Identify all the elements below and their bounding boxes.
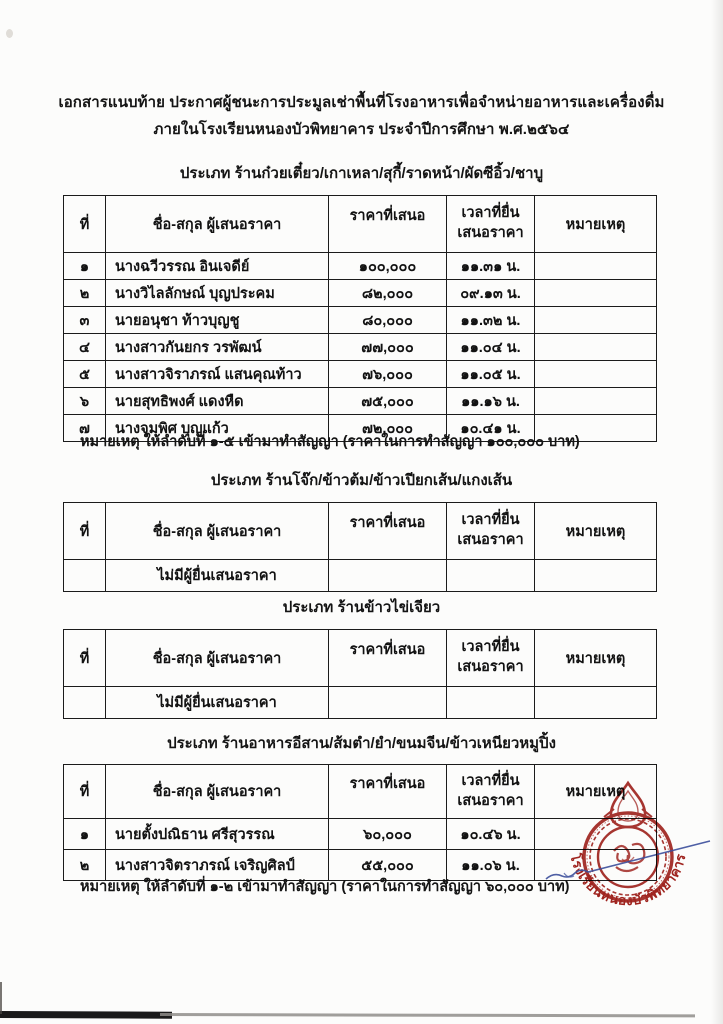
- row-number-cell: ๒: [64, 280, 106, 307]
- table-header-row: [64, 503, 657, 560]
- table-row: [64, 560, 657, 592]
- note-cell: [535, 687, 657, 719]
- document-title-line2: ภายในโรงเรียนหนองบัวพิทยาคาร ประจำปีการศึกษา พ.ศ.๒๕๖๔: [153, 121, 570, 138]
- scan-edge-artifact: [0, 1011, 172, 1019]
- price-cell: ๗๕,๐๐๐: [329, 388, 447, 415]
- table-row: [64, 280, 657, 307]
- price-cell: [329, 560, 447, 592]
- time-cell: ๑๑.๓๑ น.: [447, 253, 535, 280]
- bidder-name-cell: นางฉวีวรรณ อินเจดีย์: [106, 253, 329, 280]
- table-row: [64, 307, 657, 334]
- document-title-line1: เอกสารแนบท้าย ประกาศผู้ชนะการประมูลเช่าพื้นที่โรงอาหารเพื่อจำหน่ายอาหารและเครื่องดื่ม: [58, 94, 665, 111]
- bidder-name-cell: นางสาวกันยกร วรพัฒน์: [106, 334, 329, 361]
- bidder-name-cell: นางจุมพิศ บุญแก้ว: [106, 415, 329, 442]
- header-time: [447, 196, 535, 253]
- bidder-name-cell: นายสุทธิพงศ์ แดงหืด: [106, 388, 329, 415]
- header-name: ชื่อ-สกุล ผู้เสนอราคา: [106, 630, 329, 687]
- bidder-name-cell: นางวิไลลักษณ์ บุญประคม: [106, 280, 329, 307]
- time-cell: [447, 687, 535, 719]
- header-name: ชื่อ-สกุล ผู้เสนอราคา: [106, 765, 329, 819]
- price-cell: ๖๐,๐๐๐: [329, 819, 447, 850]
- header-time-line1: เวลาที่ยื่น: [461, 205, 520, 222]
- table-row: [64, 361, 657, 388]
- bidder-name-cell: นางสาวจิตราภรณ์ เจริญศิลป์: [106, 850, 329, 881]
- header-time: [447, 630, 535, 687]
- table-header-row: [64, 630, 657, 687]
- header-name: ชื่อ-สกุล ผู้เสนอราคา: [106, 503, 329, 560]
- time-cell: ๑๐.๔๖ น.: [447, 819, 535, 850]
- bidder-name-cell: นายตั้งปณิธาน ศรีสุวรรณ: [106, 819, 329, 850]
- time-cell: ๐๙.๑๓ น.: [447, 280, 535, 307]
- note-cell: [535, 253, 657, 280]
- no-bidder-cell: ไม่มีผู้ยื่นเสนอราคา: [106, 560, 329, 592]
- time-cell: ๑๑.๓๒ น.: [447, 307, 535, 334]
- header-time-line1: เวลาที่ยื่น: [461, 772, 520, 789]
- row-number-cell: ๗: [64, 415, 106, 442]
- header-name: ชื่อ-สกุล ผู้เสนอราคา: [106, 196, 329, 253]
- row-number-cell: [64, 560, 106, 592]
- scan-edge-artifact: [0, 982, 2, 1014]
- table-row: [64, 334, 657, 361]
- price-cell: ๘๒,๐๐๐: [329, 280, 447, 307]
- header-note: หมายเหตุ: [535, 765, 657, 819]
- bid-table-congee: [63, 502, 657, 592]
- table-row: [64, 253, 657, 280]
- time-cell: ๑๑.๐๔ น.: [447, 334, 535, 361]
- section-title-isaan: ประเภท ร้านอาหารอีสาน/ส้มตำ/ยำ/ขนมจีน/ข้าวเหนียวหมูปิ้ง: [167, 735, 556, 752]
- note-cell: [535, 388, 657, 415]
- row-number-cell: ๓: [64, 307, 106, 334]
- note-cell: [535, 280, 657, 307]
- section-title-congee: ประเภท ร้านโจ๊ก/ข้าวต้ม/ข้าวเปียกเส้น/แกงเส้น: [210, 472, 513, 489]
- header-no: ที่: [64, 196, 106, 253]
- header-price: ราคาที่เสนอ: [329, 503, 447, 560]
- header-time-line1: เวลาที่ยื่น: [461, 512, 520, 529]
- header-time: [447, 765, 535, 819]
- header-time-line1: เวลาที่ยื่น: [461, 639, 520, 656]
- bidder-name-cell: นางสาวจิราภรณ์ แสนคุณท้าว: [106, 361, 329, 388]
- header-no: ที่: [64, 765, 106, 819]
- note-cell: [535, 307, 657, 334]
- note-cell: [535, 361, 657, 388]
- scan-edge-artifact: [711, 0, 723, 1024]
- header-note: หมายเหตุ: [535, 630, 657, 687]
- price-cell: [329, 687, 447, 719]
- note-cell: [535, 819, 657, 850]
- time-cell: ๑๐.๔๑ น.: [447, 415, 535, 442]
- row-number-cell: ๑: [64, 819, 106, 850]
- price-cell: ๕๕,๐๐๐: [329, 850, 447, 881]
- note-cell: [535, 334, 657, 361]
- row-number-cell: ๑: [64, 253, 106, 280]
- time-cell: ๑๑.๐๖ น.: [447, 850, 535, 881]
- price-cell: ๗๒,๐๐๐: [329, 415, 447, 442]
- time-cell: ๑๑.๐๕ น.: [447, 361, 535, 388]
- header-no: ที่: [64, 503, 106, 560]
- price-cell: ๑๐๐,๐๐๐: [329, 253, 447, 280]
- price-cell: ๗๗,๐๐๐: [329, 334, 447, 361]
- table-row: [64, 388, 657, 415]
- table-row: [64, 687, 657, 719]
- section-footnote: หมายเหตุ ให้ลำดับที่ ๑-๒ เข้ามาทำสัญญา (ราคาในการทำสัญญา ๖๐,๐๐๐ บาท): [80, 879, 570, 895]
- scan-edge-artifact: [160, 1013, 695, 1017]
- seal-school-name: โรงเรียนหนองบัวพิทยาคาร: [567, 852, 689, 909]
- row-number-cell: ๕: [64, 361, 106, 388]
- header-price: ราคาที่เสนอ: [329, 630, 447, 687]
- row-number-cell: [64, 687, 106, 719]
- time-cell: [447, 560, 535, 592]
- bid-table-noodles: [63, 195, 657, 442]
- header-no: ที่: [64, 630, 106, 687]
- header-time-line2: เสนอราคา: [457, 659, 524, 675]
- header-time-line2: เสนอราคา: [457, 532, 524, 548]
- header-note: หมายเหตุ: [535, 503, 657, 560]
- scan-speck-artifact: [6, 29, 13, 38]
- price-cell: ๗๖,๐๐๐: [329, 361, 447, 388]
- section-title-noodles: ประเภท ร้านก๋วยเตี๋ยว/เกาเหลา/สุกี้/ราดหน้า/ผัดซีอิ้ว/ชาบู: [179, 165, 544, 182]
- header-price: ราคาที่เสนอ: [329, 765, 447, 819]
- header-time-line2: เสนอราคา: [457, 225, 524, 241]
- section-title-omelette: ประเภท ร้านข้าวไข่เจียว: [282, 599, 441, 616]
- bid-table-isaan: [63, 764, 657, 881]
- section-footnote: หมายเหตุ ให้ลำดับที่ ๑-๕ เข้ามาทำสัญญา (ราคาในการทำสัญญา ๑๐๐,๐๐๐ บาท): [80, 434, 580, 450]
- bid-table-omelette: [63, 629, 657, 719]
- header-time-line2: เสนอราคา: [457, 792, 524, 809]
- header-note: หมายเหตุ: [535, 196, 657, 253]
- table-row: [64, 819, 657, 850]
- row-number-cell: ๔: [64, 334, 106, 361]
- price-cell: ๘๐,๐๐๐: [329, 307, 447, 334]
- bidder-name-cell: นายอนุชา ท้าวบุญชู: [106, 307, 329, 334]
- row-number-cell: ๒: [64, 850, 106, 881]
- table-header-row: [64, 765, 657, 819]
- header-time: [447, 503, 535, 560]
- time-cell: ๑๑.๑๖ น.: [447, 388, 535, 415]
- row-number-cell: ๖: [64, 388, 106, 415]
- no-bidder-cell: ไม่มีผู้ยื่นเสนอราคา: [106, 687, 329, 719]
- note-cell: [535, 560, 657, 592]
- header-price: ราคาที่เสนอ: [329, 196, 447, 253]
- table-header-row: [64, 196, 657, 253]
